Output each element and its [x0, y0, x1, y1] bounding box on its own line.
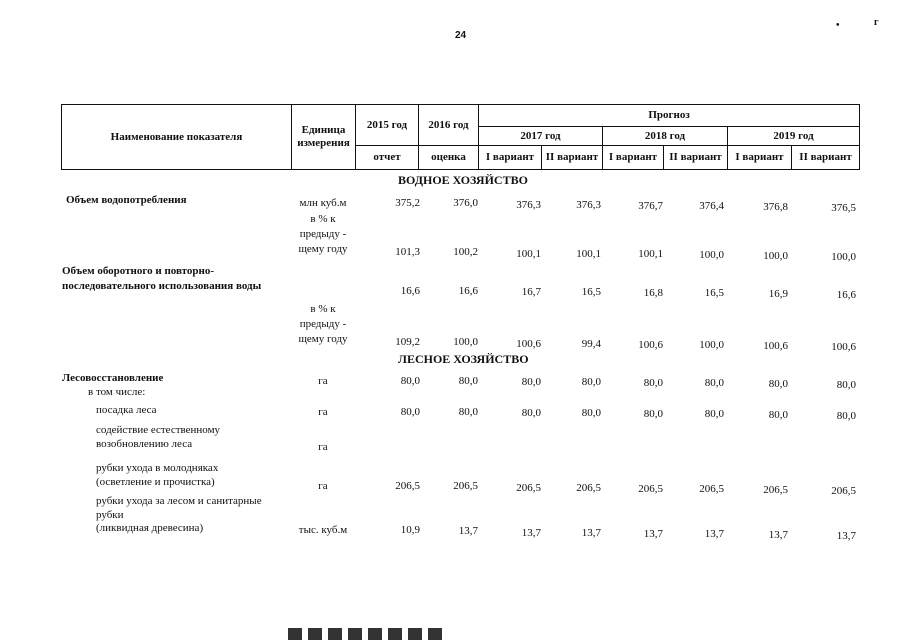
row-unit: в % к предыду - щему году [298, 213, 348, 255]
header-2015: 2015 год [356, 105, 419, 146]
row-label: посадка леса [96, 404, 157, 416]
value-2019-v1: 100,6 [763, 340, 788, 352]
row-label-cont: последовательного использования воды [62, 280, 262, 292]
value-2019-v2: 206,5 [831, 485, 856, 497]
row-label: рубки ухода в молодняках [96, 462, 219, 474]
row-unit: га [318, 441, 328, 453]
row-label: Объем водопотребления [66, 194, 187, 206]
header-2017-v1: I вариант [479, 146, 542, 170]
value-2017-v1: 80,0 [521, 407, 541, 419]
value-2016: 13,7 [458, 525, 478, 537]
value-2018-v1: 80,0 [643, 377, 663, 389]
cropped-bottom-marks [288, 628, 488, 640]
section-water: ВОДНОЕ ХОЗЯЙСТВО [398, 173, 528, 187]
value-2018-v1: 13,7 [643, 528, 663, 540]
value-2017-v1: 376,3 [516, 199, 541, 211]
row-unit: млн куб.м [299, 197, 347, 209]
value-2015: 10,9 [400, 524, 420, 536]
row-label-cont: возобновлению леса [96, 438, 193, 450]
header-2018-v1: I вариант [603, 146, 664, 170]
value-2016: 80,0 [458, 406, 478, 418]
value-2018-v1: 80,0 [643, 408, 663, 420]
page-number: 24 [455, 30, 467, 41]
header-estimate: оценка [419, 146, 479, 170]
value-2019-v2: 376,5 [831, 202, 856, 214]
value-2015: 16,6 [400, 285, 420, 297]
header-2019: 2019 год [728, 127, 860, 146]
value-2017-v2: 206,5 [576, 482, 601, 494]
value-2017-v2: 13,7 [581, 527, 601, 539]
value-2018-v1: 206,5 [638, 483, 663, 495]
value-2019-v1: 80,0 [768, 378, 788, 390]
value-2017-v1: 100,6 [516, 338, 541, 350]
row-unit: га [318, 406, 328, 418]
header-2018: 2018 год [603, 127, 728, 146]
value-2019-v2: 80,0 [836, 410, 856, 422]
header-2017-v2: II вариант [542, 146, 603, 170]
value-2015: 206,5 [395, 480, 420, 492]
row-label-cont: (осветление и прочистка) [96, 476, 215, 488]
value-2018-v1: 376,7 [638, 200, 663, 212]
value-2019-v1: 376,8 [763, 201, 788, 213]
row-label: Объем оборотного и повторно- [62, 265, 215, 277]
value-2016: 16,6 [458, 285, 478, 297]
value-2019-v2: 13,7 [836, 530, 856, 542]
value-2017-v1: 16,7 [521, 286, 541, 298]
row-label: рубки ухода за лесом и санитарные [96, 495, 262, 507]
header-2018-v2: II вариант [664, 146, 728, 170]
value-2017-v2: 99,4 [581, 338, 601, 350]
value-2016: 376,0 [453, 197, 478, 209]
row-unit: га [318, 480, 328, 492]
row-label-cont: в том числе: [88, 386, 146, 398]
value-2017-v1: 80,0 [521, 376, 541, 388]
value-2017-v1: 100,1 [516, 248, 541, 260]
value-2015: 375,2 [395, 197, 420, 209]
value-2019-v1: 16,9 [768, 288, 788, 300]
row-unit: в % к предыду - щему году [298, 303, 348, 345]
header-forecast: Прогноз [479, 105, 860, 127]
value-2019-v2: 80,0 [836, 379, 856, 391]
header-unit: Единица измерения [292, 105, 356, 170]
value-2019-v1: 206,5 [763, 484, 788, 496]
header-name: Наименование показателя [62, 105, 292, 170]
value-2018-v2: 80,0 [704, 377, 724, 389]
value-2017-v2: 100,1 [576, 248, 601, 260]
value-2019-v2: 16,6 [836, 289, 856, 301]
table-header [61, 104, 860, 170]
value-2019-v1: 13,7 [768, 529, 788, 541]
value-2018-v2: 376,4 [699, 200, 724, 212]
value-2018-v2: 100,0 [699, 249, 724, 261]
row-label: содействие естественному [96, 424, 221, 436]
value-2019-v2: 100,6 [831, 341, 856, 353]
row-unit: тыс. куб.м [298, 524, 348, 536]
value-2018-v1: 100,1 [638, 248, 663, 260]
value-2018-v1: 16,8 [643, 287, 663, 299]
value-2018-v2: 206,5 [699, 483, 724, 495]
value-2015: 109,2 [395, 336, 420, 348]
value-2017-v1: 206,5 [516, 482, 541, 494]
row-unit: га [318, 375, 328, 387]
row-label-cont2: (ликвидная древесина) [96, 522, 204, 534]
header-report: отчет [356, 146, 419, 170]
value-2018-v1: 100,6 [638, 339, 663, 351]
header-2016: 2016 год [419, 105, 479, 146]
value-2017-v1: 13,7 [521, 527, 541, 539]
value-2015: 80,0 [400, 406, 420, 418]
section-forest: ЛЕСНОЕ ХОЗЯЙСТВО [398, 352, 529, 366]
corner-mark-letter: г [874, 17, 879, 28]
value-2018-v2: 13,7 [704, 528, 724, 540]
header-2019-v2: II вариант [792, 146, 860, 170]
value-2016: 100,0 [453, 336, 478, 348]
value-2017-v2: 376,3 [576, 199, 601, 211]
value-2019-v2: 100,0 [831, 251, 856, 263]
value-2016: 80,0 [458, 375, 478, 387]
corner-mark-dot: • [836, 20, 840, 31]
row-label-cont: рубки [96, 509, 124, 521]
value-2018-v2: 100,0 [699, 339, 724, 351]
value-2017-v2: 80,0 [581, 407, 601, 419]
value-2017-v2: 80,0 [581, 376, 601, 388]
value-2016: 206,5 [453, 480, 478, 492]
value-2016: 100,2 [453, 246, 478, 258]
header-2017: 2017 год [479, 127, 603, 146]
value-2017-v2: 16,5 [581, 286, 601, 298]
value-2019-v1: 100,0 [763, 250, 788, 262]
value-2019-v1: 80,0 [768, 409, 788, 421]
value-2015: 101,3 [395, 246, 420, 258]
value-2018-v2: 16,5 [704, 287, 724, 299]
value-2015: 80,0 [400, 375, 420, 387]
row-label: Лесовосстановление [62, 372, 164, 384]
header-2019-v1: I вариант [728, 146, 792, 170]
value-2018-v2: 80,0 [704, 408, 724, 420]
